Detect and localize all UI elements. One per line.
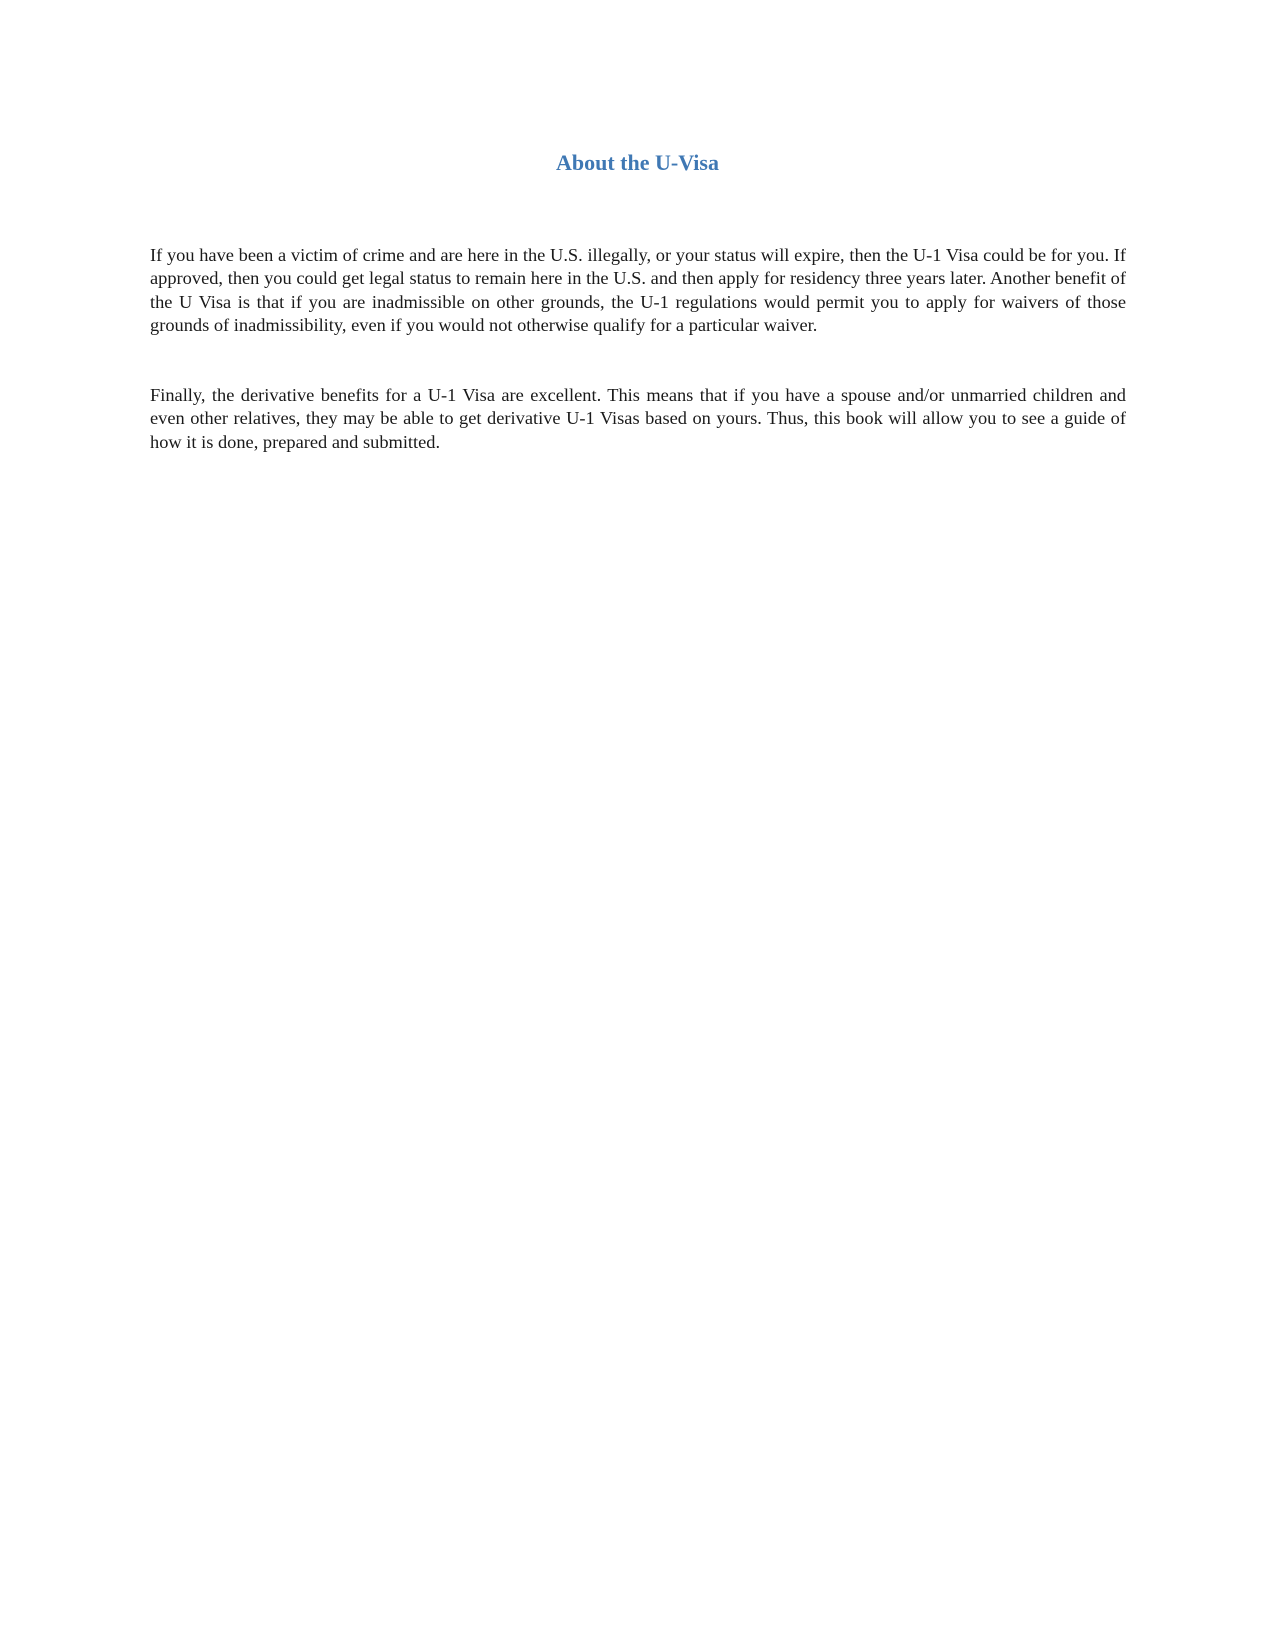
- paragraph-derivative-benefits: Finally, the derivative benefits for a U-1 Visa are excellent. This means that if you have a spouse and/or unmarried children and even other relatives, they may be able to get derivative U-1 Visas based on yours. Thus, this book will allow you to see a guide of how it is done, prepared and submitted.: [150, 385, 1126, 452]
- page-title: About the U-Visa: [556, 150, 719, 175]
- paragraph-intro: If you have been a victim of crime and are here in the U.S. illegally, or your status will expire, then the U-1 Visa could be for you. If approved, then you could get legal status to remain here in the U.S. and then apply for residency three years later. Another benefit of the U Visa is that if you are inadmissible on other grounds, the U-1 regulations would permit you to apply for waivers of those grounds of inadmissibility, even if you would not otherwise qualify for a particular waiver.: [150, 245, 1126, 336]
